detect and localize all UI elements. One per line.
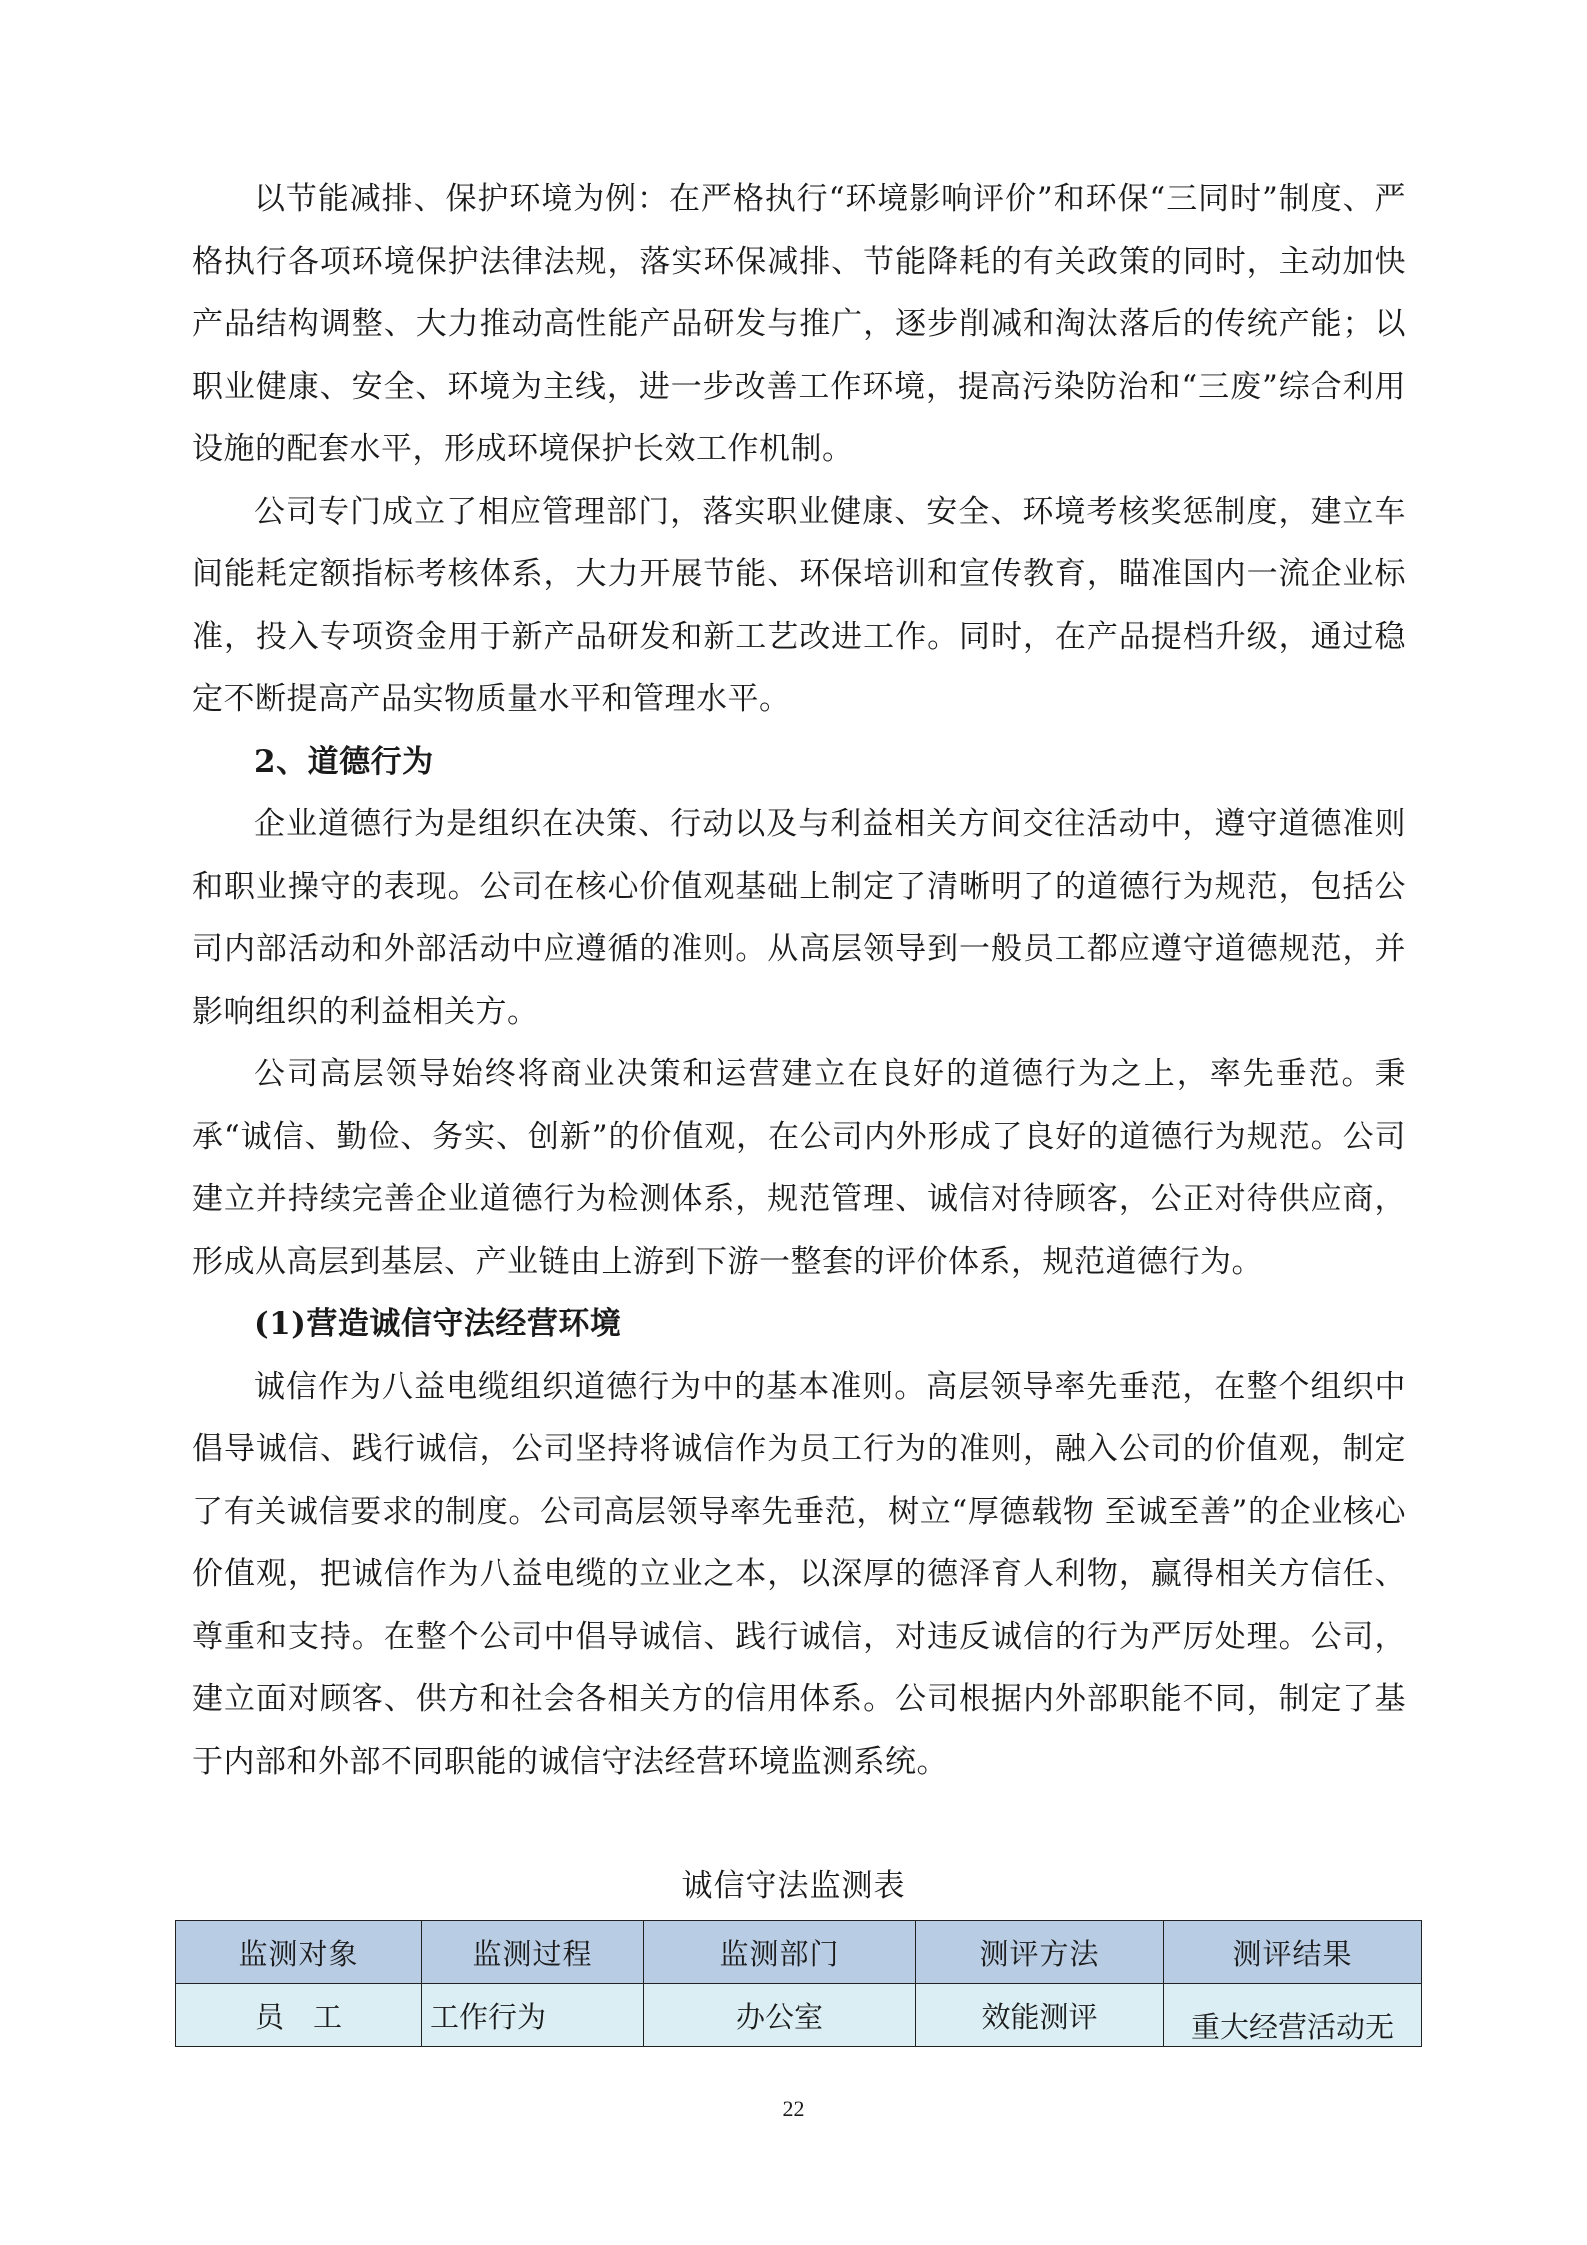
- table-cell: 工作行为: [422, 1984, 644, 2047]
- table-cell: 重大经营活动无: [1164, 1984, 1422, 2047]
- column-header: 监测过程: [422, 1921, 644, 1984]
- page-number: 22: [782, 2096, 805, 2121]
- subsection-heading-integrity: (1)营造诚信守法经营环境: [254, 1306, 622, 1342]
- integrity-monitoring-table: [175, 1920, 1422, 2047]
- paragraph-management-department: 公司专门成立了相应管理部门，落实职业健康、安全、环境考核奖惩制度，建立车间能耗定额指标考核体系，大力开展节能、环保培训和宣传教育，瞄准国内一流企业标准，投入专项资金用于新产品研发和新工艺改进工作。同时，在产品提档升级，通过稳定不断提高产品实物质量水平和管理水平。: [192, 493, 1406, 717]
- paragraph-leadership-ethics: 公司高层领导始终将商业决策和运营建立在良好的道德行为之上，率先垂范。秉承“诚信、勤俭、务实、创新”的价值观，在公司内外形成了良好的道德行为规范。公司建立并持续完善企业道德行为检测体系，规范管理、诚信对待顾客，公正对待供应商，形成从高层到基层、产业链由上游到下游一整套的评价体系，规范道德行为。: [192, 1056, 1406, 1280]
- column-header: 测评方法: [916, 1921, 1164, 1984]
- column-header: 监测对象: [176, 1921, 422, 1984]
- table-cell: 员 工: [176, 1984, 422, 2047]
- table-caption: 诚信守法监测表: [681, 1868, 906, 1904]
- table-cell: 办公室: [644, 1984, 916, 2047]
- table-cell: 效能测评: [916, 1984, 1164, 2047]
- column-header: 监测部门: [644, 1921, 916, 1984]
- paragraph-energy-saving: 以节能减排、保护环境为例：在严格执行“环境影响评价”和环保“三同时”制度、严格执行各项环境保护法律法规，落实环保减排、节能降耗的有关政策的同时，主动加快产品结构调整、大力推动高性能产品研发与推广，逐步削减和淘汰落后的传统产能；以职业健康、安全、环境为主线，进一步改善工作环境，提高污染防治和“三废”综合利用设施的配套水平，形成环境保护长效工作机制。: [192, 181, 1406, 467]
- paragraph-integrity: 诚信作为八益电缆组织道德行为中的基本准则。高层领导率先垂范，在整个组织中倡导诚信、践行诚信，公司坚持将诚信作为员工行为的准则，融入公司的价值观，制定了有关诚信要求的制度。公司高层领导率先垂范，树立“厚德载物 至诚至善”的企业核心价值观，把诚信作为八益电缆的立业之本，以深厚的德泽育人利物，赢得相关方信任、尊重和支持。在整个公司中倡导诚信、践行诚信，对违反诚信的行为严厉处理。公司，建立面对顾客、供方和社会各相关方的信用体系。公司根据内外部职能不同，制定了基于内部和外部不同职能的诚信守法经营环境监测系统。: [192, 1368, 1406, 1780]
- section-heading-ethics: 2、道德行为: [254, 743, 434, 780]
- body-text: [192, 168, 1406, 1793]
- table-row: [176, 1984, 1422, 2047]
- table-header-row: [176, 1921, 1422, 1984]
- paragraph-ethics-definition: 企业道德行为是组织在决策、行动以及与利益相关方间交往活动中，遵守道德准则和职业操守的表现。公司在核心价值观基础上制定了清晰明了的道德行为规范，包括公司内部活动和外部活动中应遵循的准则。从高层领导到一般员工都应遵守道德规范，并影响组织的利益相关方。: [192, 806, 1406, 1030]
- column-header: 测评结果: [1164, 1921, 1422, 1984]
